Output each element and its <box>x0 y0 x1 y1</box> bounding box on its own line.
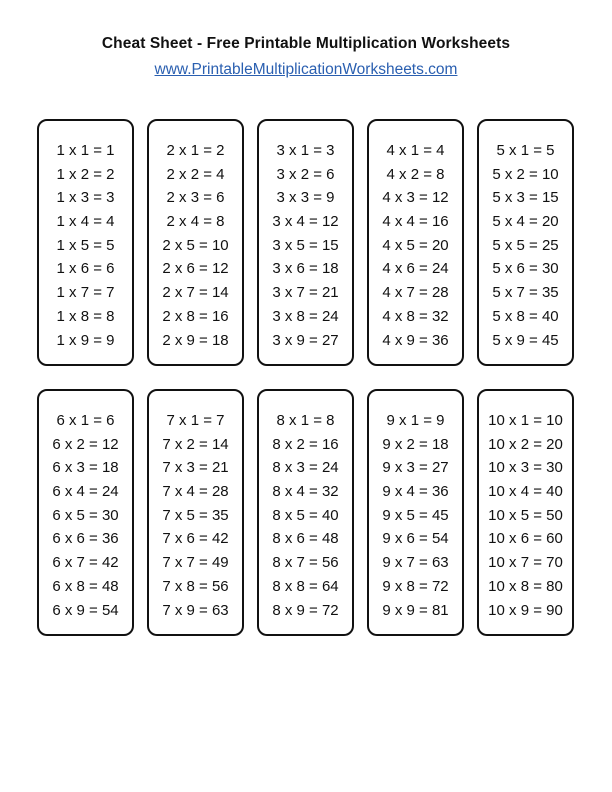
table-row: 9 x 9 = 81 <box>382 601 449 619</box>
table-row: 5 x 2 = 10 <box>492 165 559 183</box>
table-row: 9 x 4 = 36 <box>382 483 449 501</box>
table-row: 10 x 4 = 40 <box>488 483 563 501</box>
table-row: 1 x 7 = 7 <box>56 284 115 302</box>
table-row: 9 x 3 = 27 <box>382 459 449 477</box>
table-row: 8 x 4 = 32 <box>272 483 339 501</box>
table-row: 3 x 9 = 27 <box>272 331 339 349</box>
table-row: 2 x 2 = 4 <box>166 165 225 183</box>
table-row: 8 x 2 = 16 <box>272 435 339 453</box>
table-row: 5 x 4 = 20 <box>492 213 559 231</box>
table-row: 9 x 1 = 9 <box>386 412 445 429</box>
table-row: 7 x 8 = 56 <box>162 577 229 595</box>
table-row: 6 x 2 = 12 <box>52 435 119 453</box>
table-row: 9 x 8 = 72 <box>382 577 449 595</box>
table-row: 5 x 5 = 25 <box>492 236 559 254</box>
table-row: 3 x 1 = 3 <box>276 142 335 159</box>
table-row: 2 x 4 = 8 <box>166 213 225 231</box>
table-row: 10 x 8 = 80 <box>488 577 563 595</box>
table-row: 1 x 8 = 8 <box>56 307 115 325</box>
times-table-7 <box>147 389 244 636</box>
table-row: 7 x 1 = 7 <box>166 412 225 429</box>
table-row: 6 x 9 = 54 <box>52 601 119 619</box>
table-row: 3 x 6 = 18 <box>272 260 339 278</box>
table-row: 6 x 5 = 30 <box>52 506 119 524</box>
table-row: 1 x 6 = 6 <box>56 260 115 278</box>
table-row: 10 x 3 = 30 <box>488 459 563 477</box>
table-row: 7 x 2 = 14 <box>162 435 229 453</box>
times-table-5 <box>477 119 574 366</box>
times-table-2 <box>147 119 244 366</box>
table-row: 1 x 3 = 3 <box>56 189 115 207</box>
table-row: 3 x 2 = 6 <box>276 165 335 183</box>
table-row: 7 x 9 = 63 <box>162 601 229 619</box>
table-row: 9 x 5 = 45 <box>382 506 449 524</box>
times-table-4 <box>367 119 464 366</box>
table-row: 5 x 3 = 15 <box>492 189 559 207</box>
table-row: 4 x 3 = 12 <box>382 189 449 207</box>
table-row: 4 x 1 = 4 <box>386 142 445 159</box>
table-row: 7 x 5 = 35 <box>162 506 229 524</box>
table-row: 3 x 3 = 9 <box>276 189 335 207</box>
table-row: 8 x 8 = 64 <box>272 577 339 595</box>
table-row: 2 x 3 = 6 <box>166 189 225 207</box>
website-link[interactable]: www.PrintableMultiplicationWorksheets.com <box>154 61 458 78</box>
table-row: 4 x 8 = 32 <box>382 307 449 325</box>
table-row: 1 x 9 = 9 <box>56 331 115 349</box>
table-row: 4 x 7 = 28 <box>382 284 449 302</box>
table-row: 7 x 4 = 28 <box>162 483 229 501</box>
table-row: 3 x 7 = 21 <box>272 284 339 302</box>
table-row: 5 x 9 = 45 <box>492 331 559 349</box>
table-row: 5 x 1 = 5 <box>496 142 555 159</box>
table-row: 10 x 5 = 50 <box>488 506 563 524</box>
table-row: 8 x 1 = 8 <box>276 412 335 429</box>
table-row: 9 x 2 = 18 <box>382 435 449 453</box>
table-row: 3 x 5 = 15 <box>272 236 339 254</box>
table-row: 2 x 5 = 10 <box>162 236 229 254</box>
table-row: 2 x 6 = 12 <box>162 260 229 278</box>
table-row: 6 x 6 = 36 <box>52 530 119 548</box>
table-row: 1 x 2 = 2 <box>56 165 115 183</box>
table-row: 10 x 9 = 90 <box>488 601 563 619</box>
table-row: 1 x 4 = 4 <box>56 213 115 231</box>
times-table-10 <box>477 389 574 636</box>
table-row: 5 x 7 = 35 <box>492 284 559 302</box>
table-row: 3 x 4 = 12 <box>272 213 339 231</box>
table-row: 9 x 6 = 54 <box>382 530 449 548</box>
table-row: 1 x 1 = 1 <box>56 142 115 159</box>
times-table-8 <box>257 389 354 636</box>
table-row: 1 x 5 = 5 <box>56 236 115 254</box>
table-row: 5 x 6 = 30 <box>492 260 559 278</box>
table-row: 4 x 6 = 24 <box>382 260 449 278</box>
table-row: 8 x 6 = 48 <box>272 530 339 548</box>
table-row: 4 x 9 = 36 <box>382 331 449 349</box>
table-row: 2 x 8 = 16 <box>162 307 229 325</box>
table-row: 10 x 2 = 20 <box>488 435 563 453</box>
table-row: 10 x 6 = 60 <box>488 530 563 548</box>
table-row: 8 x 5 = 40 <box>272 506 339 524</box>
table-row: 6 x 7 = 42 <box>52 554 119 572</box>
table-row: 8 x 9 = 72 <box>272 601 339 619</box>
times-table-6 <box>37 389 134 636</box>
table-row: 10 x 1 = 10 <box>488 412 563 429</box>
table-row: 7 x 3 = 21 <box>162 459 229 477</box>
table-row: 7 x 6 = 42 <box>162 530 229 548</box>
times-table-3 <box>257 119 354 366</box>
table-row: 4 x 2 = 8 <box>386 165 445 183</box>
table-row: 6 x 1 = 6 <box>56 412 115 429</box>
table-row: 6 x 3 = 18 <box>52 459 119 477</box>
table-row: 10 x 7 = 70 <box>488 554 563 572</box>
table-row: 2 x 9 = 18 <box>162 331 229 349</box>
times-table-9 <box>367 389 464 636</box>
times-table-1 <box>37 119 134 366</box>
table-row: 8 x 7 = 56 <box>272 554 339 572</box>
table-row: 8 x 3 = 24 <box>272 459 339 477</box>
table-row: 2 x 1 = 2 <box>166 142 225 159</box>
table-row: 4 x 5 = 20 <box>382 236 449 254</box>
table-row: 9 x 7 = 63 <box>382 554 449 572</box>
table-row: 2 x 7 = 14 <box>162 284 229 302</box>
table-row: 5 x 8 = 40 <box>492 307 559 325</box>
table-row: 7 x 7 = 49 <box>162 554 229 572</box>
table-row: 3 x 8 = 24 <box>272 307 339 325</box>
page-title: Cheat Sheet - Free Printable Multiplication Worksheets <box>101 35 511 52</box>
table-row: 6 x 8 = 48 <box>52 577 119 595</box>
table-row: 4 x 4 = 16 <box>382 213 449 231</box>
table-row: 6 x 4 = 24 <box>52 483 119 501</box>
